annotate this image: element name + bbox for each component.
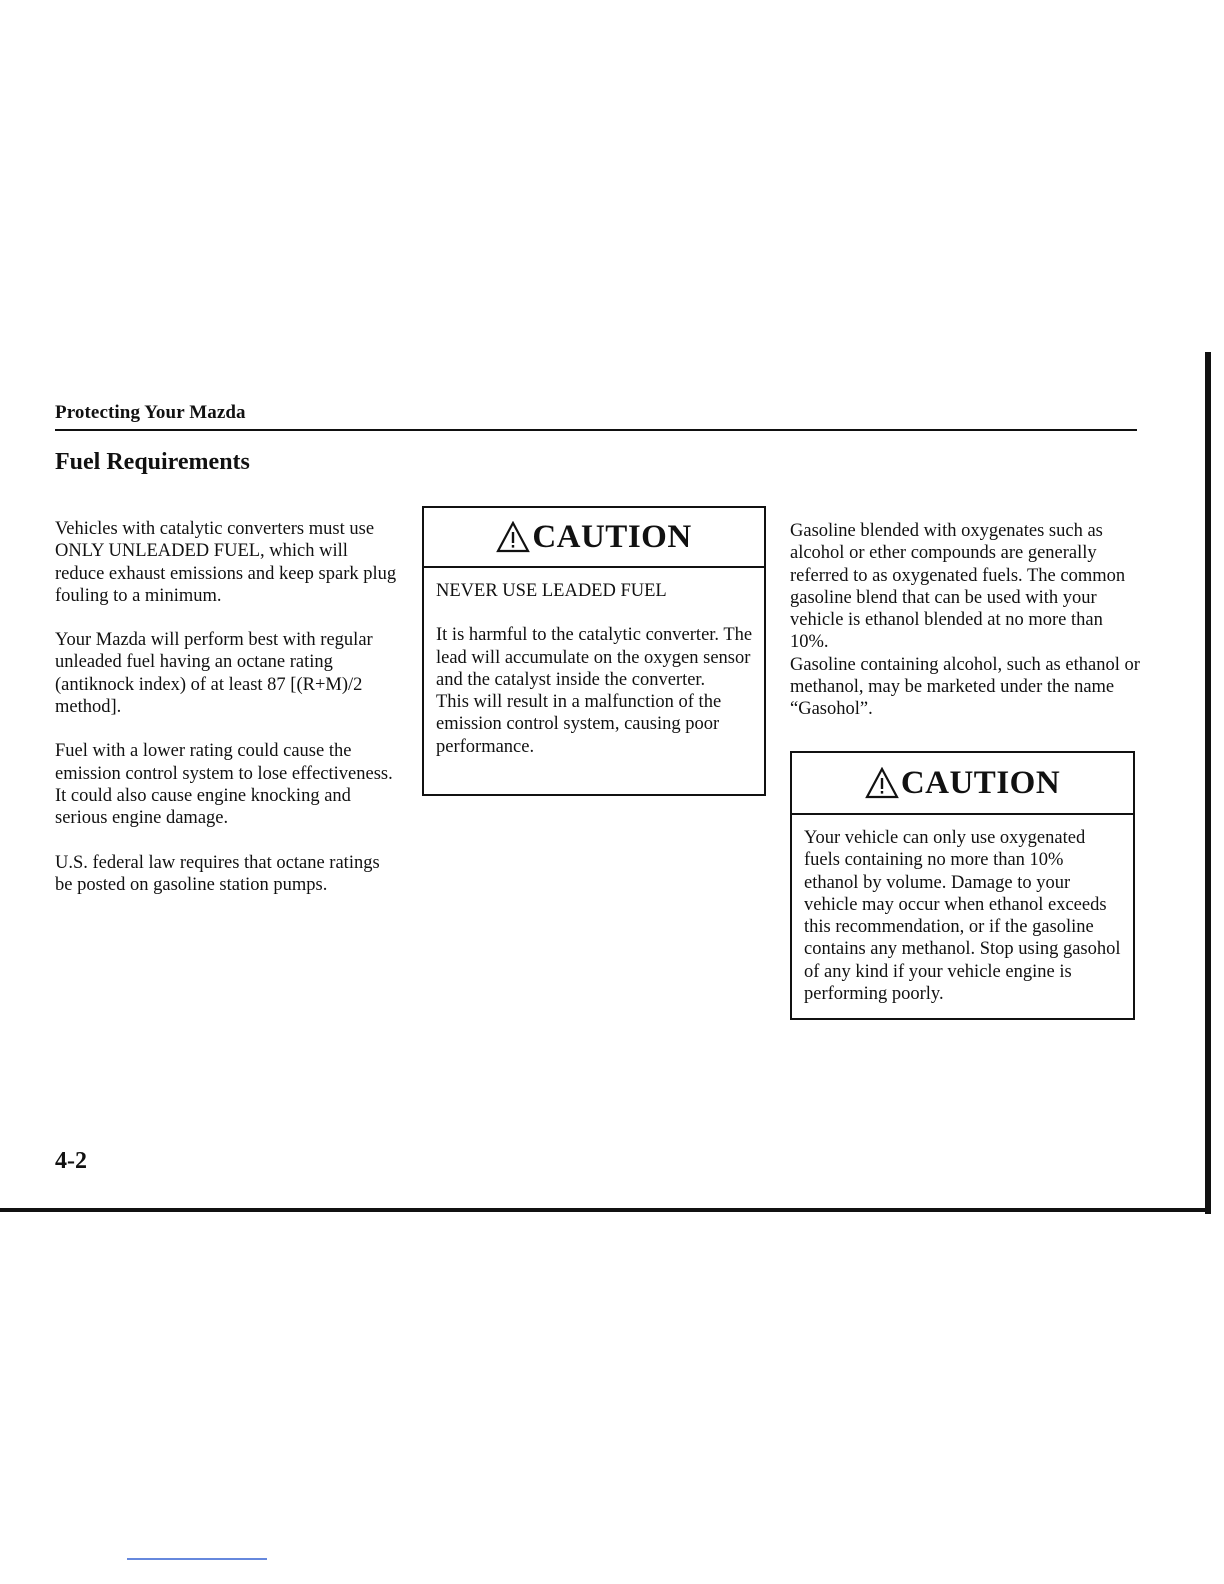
left-column [55, 518, 400, 918]
paragraph-lower-rating: Fuel with a lower rating could cause the emission control system to lose effectiveness. It could also cause engine knocking and serious engine damage. [55, 741, 393, 829]
paragraph-unleaded-fuel: Vehicles with catalytic converters must use ONLY UNLEADED FUEL, which will reduce exhaust emissions and keep spark plug fouling to a minimum. [55, 519, 397, 606]
caution-text-malfunction: This will result in a malfunction of the emission control system, causing poor performance. [436, 692, 722, 757]
right-column [790, 520, 1140, 721]
section-header: Protecting Your Mazda [55, 402, 246, 423]
warning-triangle-icon [865, 767, 899, 799]
paragraph-gasohol: Gasoline containing alcohol, such as ethanol or methanol, may be marketed under the name “Gasohol”. [790, 654, 1140, 720]
page-title: Fuel Requirements [55, 449, 250, 475]
caution-text-ethanol-limit: Your vehicle can only use oxygenated fuels containing no more than 10% ethanol by volume. Damage to your vehicle may occur when ethanol exceeds this recommendation, or if the gasoline contains any methanol. Stop using gasohol of any kind if your vehicle engine is performing poorly. [804, 828, 1121, 1005]
header-rule [55, 429, 1137, 431]
caution-title-text: CAUTION [532, 518, 692, 555]
caution-box-oxygenated-fuel [790, 751, 1135, 1020]
link-underline [127, 1558, 267, 1560]
paragraph-octane-rating: Your Mazda will perform best with regular unleaded fuel having an octane rating (antiknock index) of at least 87 [(R+M)/2 method]. [55, 630, 373, 718]
caution-body [792, 815, 1133, 1005]
caution-heading: NEVER USE LEADED FUEL [436, 581, 667, 601]
caution-body [424, 568, 764, 758]
page-edge-bar [1205, 352, 1211, 1214]
page-number: 4-2 [55, 1148, 87, 1174]
warning-triangle-icon [496, 521, 530, 553]
footer-rule [0, 1208, 1211, 1212]
caution-title [424, 508, 764, 568]
paragraph-federal-law: U.S. federal law requires that octane ratings be posted on gasoline station pumps. [55, 852, 380, 895]
caution-box-leaded-fuel [422, 506, 766, 796]
paragraph-oxygenated-fuels: Gasoline blended with oxygenates such as alcohol or ether compounds are generally referred to as oxygenated fuels. The common gasoline blend that can be used with your vehicle is ethanol blended at no more than 10%. [790, 521, 1126, 653]
caution-title-text: CAUTION [900, 764, 1061, 801]
caution-text-harmful: It is harmful to the catalytic converter. The lead will accumulate on the oxygen sensor and the catalyst inside the converter. [436, 625, 753, 690]
caution-title [792, 753, 1133, 815]
